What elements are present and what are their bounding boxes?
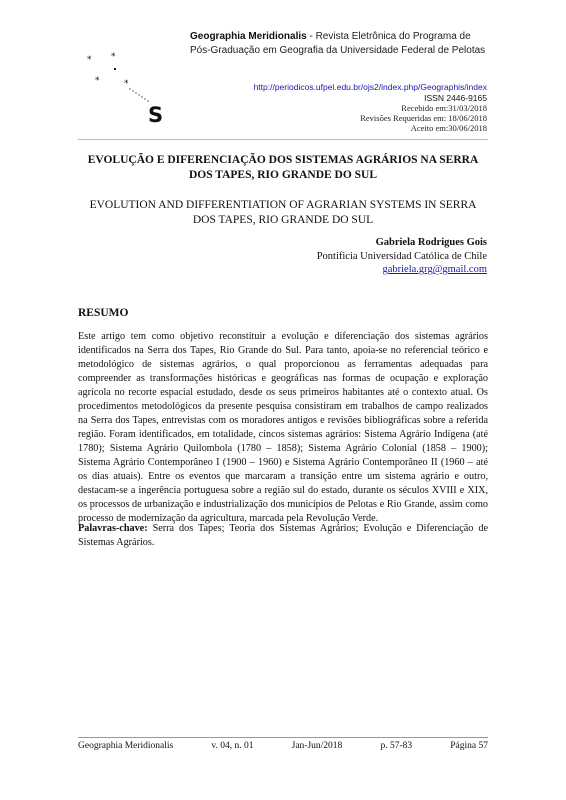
header-divider (78, 139, 488, 140)
title-portuguese: EVOLUÇÃO E DIFERENCIAÇÃO DOS SISTEMAS AGRÁRIOS NA SERRA DOS TAPES, RIO GRANDE DO SUL (87, 154, 479, 181)
abstract-heading: RESUMO (78, 307, 129, 319)
author-block (317, 236, 487, 277)
journal-description (190, 30, 490, 57)
footer-divider (78, 737, 488, 738)
journal-subtitle: - Revista Eletrônica do Programa de Pós-Graduação em Geografia da Universidade Federal de Pelotas (190, 31, 486, 56)
page-footer (78, 741, 488, 751)
abstract-text: Este artigo tem como objetivo reconstituir a evolução e diferenciação dos sistemas agrários identificados na Serra dos Tapes, Rio Grande do Sul. Para tanto, apoia-se no referencial teórico e metodológico de sistemas agrários, o qual proporcionou as ferramentas adequadas para compreender as transformações históricas e geográficas nas formas de ocupação e exploração agrícola no recorte espacial estudado, desde os seus primeiros habitantes até o contexto atual. Os procedimentos metodológicos da presente pesquisa consistiram em trabalhos de campo realizados na Serra dos Tapes, entrevistas com os moradores antigos e revisões bibliográficas sobre a referida região. Foram identificados, em totalidade, cincos sistemas agrários: Sistema Agrário Indígena (até 1780); Sistema Agrário Quilombola (1780 – 1858); Sistema Agrário Colonial (1858 – 1900); Sistema Agrário Contemporâneo I (1900 – 1960) e Sistema Agrário Contemporâneo II (1960 – até os dias atuais). Entre os eventos que marcaram a transição entre um sistema agrário e outro, destacam-se a ingerência portuguesa sobre a região sul do estado, durante os séculos XVIII e XIX, os processos de urbanização e industrialização dos municípios de Pelotas e Rio Grande, assim como processo de modernização da agricultura, marcada pela Revolução Verde. (78, 331, 488, 524)
journal-logo (84, 52, 174, 126)
footer-volume: v. 04, n. 01 (211, 741, 254, 751)
journal-url-link[interactable]: http://periodicos.ufpel.edu.br/ojs2/index.php/Geographis/index (253, 82, 487, 92)
author-email-link[interactable]: gabriela.grg@gmail.com (382, 264, 487, 275)
received-date: Recebido em:31/03/2018 (401, 103, 487, 113)
footer-period: Jan-Jun/2018 (291, 741, 343, 751)
journal-name: Geographia Meridionalis (190, 31, 307, 42)
svg-text:*: * (111, 52, 116, 62)
footer-pages: p. 57-83 (380, 741, 413, 751)
revised-date: Revisões Requeridas em: 18/06/2018 (360, 113, 487, 123)
logo-constellation-icon (84, 52, 174, 126)
author-name: Gabriela Rodrigues Gois (375, 237, 487, 248)
accepted-date: Aceito em:30/06/2018 (410, 123, 487, 133)
footer-journal: Geographia Meridionalis (78, 741, 174, 751)
svg-text:*: * (95, 76, 100, 86)
svg-text:*: * (87, 55, 92, 65)
title-english: EVOLUTION AND DIFFERENTIATION OF AGRARIAN SYSTEMS IN SERRA DOS TAPES, RIO GRANDE DO SUL (89, 199, 477, 226)
issn: ISSN 2446-9165 (424, 93, 487, 103)
footer-page-number: Página 57 (450, 741, 488, 751)
svg-text:*: * (124, 79, 129, 89)
keywords-text: Serra dos Tapes; Teoria dos Sistemas Agrários; Evolução e Diferenciação de Sistemas Agrários. (78, 523, 488, 548)
keywords-label: Palavras-chave: (78, 523, 148, 534)
logo-letter: S (148, 103, 164, 126)
keywords (78, 522, 488, 550)
author-affiliation: Pontificia Universidad Católica de Chile (316, 250, 487, 262)
